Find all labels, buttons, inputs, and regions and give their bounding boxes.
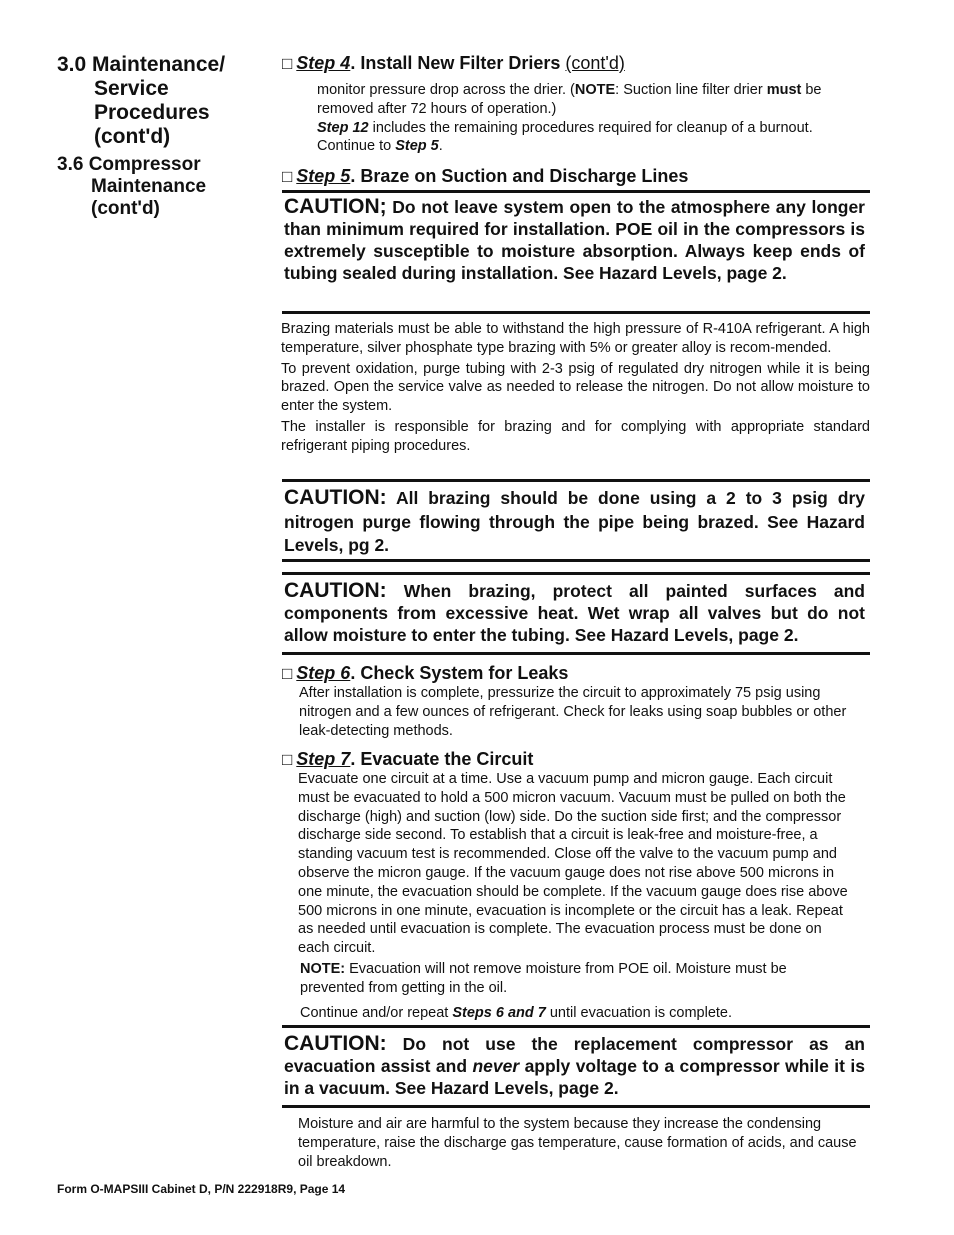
caution-bottom-rule <box>282 652 870 655</box>
checkbox-icon: □ <box>282 54 293 73</box>
step6-body: After installation is complete, pressurize the circuit to approximately 75 psig using nitrogen and a few ounces of refrigerant. Check for leaks using soap bubbles or other leak-detecting methods. <box>299 685 847 739</box>
step7-body: Evacuate one circuit at a time. Use a vacuum pump and micron gauge. Each circuit must be evacuated to hold a 500 micron vacuum. Vacuum must be pulled on both the discharge (high) and suction (low) side. Do the suction side first; and the compressor discharge side second. To establish that a circuit is leak-free and moisture-free, a standing vacuum test is recommended. Close off the valve to the vacuum pump and observe the micron gauge. If the vacuum gauge does not rise above 500 microns in one minute, the evacuation should be complete. If the vacuum gauge does rise above 500 microns in one minute, evacuation is incomplete or the circuit has a leak. Repeat as needed until evacuation is complete. The evacuation process must be done on each circuit. <box>298 771 848 957</box>
subsection-heading-line: Maintenance <box>91 176 207 197</box>
step4-label: Step 4 <box>296 53 351 73</box>
caution-bottom-rule <box>282 311 870 314</box>
section-heading-line: 3.0 Maintenance/ <box>57 53 226 76</box>
caution-box-3 <box>284 580 865 646</box>
page-footer: Form O-MAPSIII Cabinet D, P/N 222918R9, Page 14 <box>57 1182 346 1196</box>
subsection-heading <box>57 154 257 220</box>
caution-text: All brazing should be done using a 2 to 3 psig dry nitrogen purge flowing through the pipe being brazed. See Hazard Levels, pg 2. <box>284 488 865 555</box>
step6-title: . Check System for Leaks <box>350 663 569 683</box>
brazing-section <box>281 320 870 456</box>
note-label: NOTE <box>574 82 616 98</box>
caution-text: Do not use the replacement compressor as an evacuation assist and <box>284 1034 865 1076</box>
caution-top-rule <box>282 1025 870 1028</box>
caution-box-2 <box>284 486 865 558</box>
step-ref: Step 5 <box>395 138 439 155</box>
step5-title: . Braze on Suction and Discharge Lines <box>350 166 689 186</box>
emphasis: must <box>766 82 802 98</box>
note-label: NOTE: <box>300 961 346 977</box>
step5-label: Step 5 <box>296 166 351 186</box>
text: includes the remaining procedures required for cleanup of a burnout. Continue to <box>317 119 813 155</box>
note-text: Evacuation will not remove moisture from POE oil. Moisture must be prevented from getting in the oil. <box>300 961 787 996</box>
paragraph: To prevent oxidation, purge tubing with 2-3 psig of regulated dry nitrogen while it is being brazed. Open the service valve as needed to release the nitrogen. Do not allow moisture to enter the system. <box>281 360 870 415</box>
section-heading-line: Service <box>94 77 169 100</box>
step7-continue <box>300 1004 860 1023</box>
text: until evacuation is complete. <box>545 1005 733 1021</box>
caution-text: apply voltage to a compressor while it is in a vacuum. See Hazard Levels, page 2. <box>284 1056 865 1098</box>
step-ref: Step 12 <box>317 119 369 136</box>
caution-top-rule <box>282 572 870 575</box>
checkbox-icon: □ <box>282 664 293 683</box>
checkbox-icon: □ <box>282 167 293 186</box>
step-ref: Steps 6 and 7 <box>452 1005 546 1021</box>
caution-word: CAUTION: <box>284 1032 387 1055</box>
caution-box-1 <box>284 196 865 284</box>
caution-word: CAUTION: <box>284 579 387 602</box>
paragraph: Brazing materials must be able to withstand the high pressure of R-410A refrigerant. A high temperature, silver phosphate type brazing with 5% or greater alloy is recom-mended. <box>281 321 870 356</box>
caution-bottom-rule <box>282 1105 870 1108</box>
step5-heading <box>282 165 688 188</box>
text: Continue and/or repeat <box>300 1005 453 1021</box>
subsection-heading-line: 3.6 Compressor <box>57 154 201 175</box>
section-heading-line: Procedures <box>94 101 210 124</box>
caution-word: CAUTION: <box>284 486 387 509</box>
caution-top-rule <box>282 479 870 482</box>
caution-text: When brazing, protect all painted surfaces and components from excessive heat. Wet wrap all valves but do not allow moisture to enter the tubing. See Hazard Levels, page 2. <box>284 581 865 645</box>
caution-emphasis: never <box>472 1056 520 1076</box>
caution-bottom-rule <box>282 559 870 562</box>
step4-continue-para <box>317 119 869 157</box>
step4-body <box>317 81 869 156</box>
caution-top-rule <box>282 190 870 193</box>
caution-box-4 <box>284 1033 865 1099</box>
checkbox-icon: □ <box>282 750 293 769</box>
paragraph: The installer is responsible for brazing and for complying with appropriate standard refrigerant piping procedures. <box>281 418 870 454</box>
text: : Suction line filter drier <box>615 82 767 98</box>
step6-label: Step 6 <box>296 663 351 683</box>
step4-cont: (cont'd) <box>565 53 625 73</box>
subsection-heading-line: (cont'd) <box>91 198 160 219</box>
step7-note <box>300 960 845 998</box>
caution-text: Do not leave system open to the atmosphere any longer than minimum required for installation. POE oil in the compressors is extremely susceptible to moisture absorption. Always keep ends of tubing sealed during installation. See Hazard Levels, page 2. <box>284 197 865 283</box>
step6-heading <box>282 662 568 685</box>
moisture-paragraph: Moisture and air are harmful to the system because they increase the condensing temperature, raise the discharge gas temperature, cause formation of acids, and cause oil breakdown. <box>298 1116 857 1170</box>
step7-title: . Evacuate the Circuit <box>350 749 534 769</box>
text: . <box>438 138 443 155</box>
step4-heading <box>282 52 625 75</box>
section-heading-line: (cont'd) <box>94 125 171 148</box>
step4-note-para <box>317 81 869 119</box>
text: monitor pressure drop across the drier. ( <box>317 82 575 98</box>
step7-heading <box>282 748 533 771</box>
text: be removed after 72 hours of operation.) <box>317 82 822 117</box>
caution-word: CAUTION; <box>284 195 387 218</box>
step7-label: Step 7 <box>296 749 351 769</box>
step4-title: . Install New Filter Driers <box>350 53 566 73</box>
section-heading <box>57 53 257 149</box>
